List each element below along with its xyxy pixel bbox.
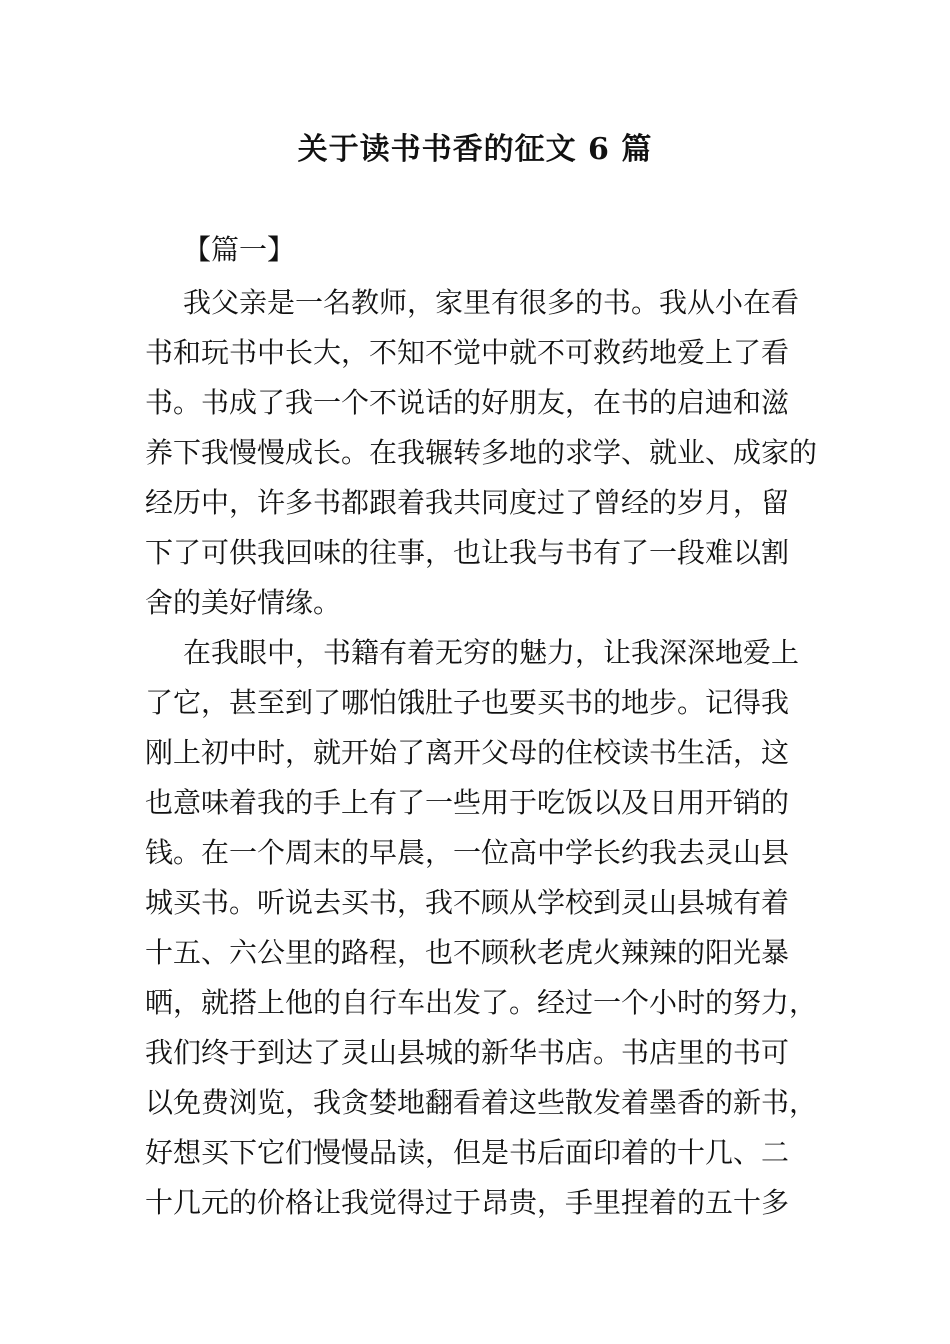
- text-line: 好想买下它们慢慢品读，但是书后面印着的十几、二: [145, 1136, 790, 1169]
- text-line: 城买书。听说去买书，我不顾从学校到灵山县城有着: [145, 886, 790, 919]
- text-line: 刚上初中时，就开始了离开父母的住校读书生活，这: [145, 736, 790, 769]
- text-line: 在我眼中，书籍有着无穷的魅力，让我深深地爱上: [183, 636, 800, 669]
- text-line: 以免费浏览，我贪婪地翻看着这些散发着墨香的新书，: [145, 1086, 818, 1119]
- text-line: 十五、六公里的路程，也不顾秋老虎火辣辣的阳光暴: [145, 936, 790, 969]
- text-line: 十几元的价格让我觉得过于昂贵，手里捏着的五十多: [145, 1186, 790, 1219]
- document-body: [145, 278, 825, 1228]
- text-line: 书和玩书中长大，不知不觉中就不可救药地爱上了看: [145, 336, 790, 369]
- text-line: 我们终于到达了灵山县城的新华书店。书店里的书可: [145, 1036, 790, 1069]
- text-line: 钱。在一个周末的早晨，一位高中学长约我去灵山县: [145, 836, 790, 869]
- text-line: 经历中，许多书都跟着我共同度过了曾经的岁月，留: [145, 486, 790, 519]
- text-line: 下了可供我回味的往事，也让我与书有了一段难以割: [145, 536, 790, 569]
- text-line: 我父亲是一名教师，家里有很多的书。我从小在看: [183, 286, 800, 319]
- text-line: 也意味着我的手上有了一些用于吃饭以及日用开销的: [145, 786, 790, 819]
- text-line: 了它，甚至到了哪怕饿肚子也要买书的地步。记得我: [145, 686, 790, 719]
- text-line: 养下我慢慢成长。在我辗转多地的求学、就业、成家的: [145, 436, 818, 469]
- document-title: 关于读书书香的征文 6 篇: [297, 132, 653, 167]
- text-line: 舍的美好情缘。: [145, 586, 342, 619]
- section-label: 【篇一】: [183, 233, 296, 266]
- text-line: 书。书成了我一个不说话的好朋友，在书的启迪和滋: [145, 386, 790, 419]
- text-line: 晒，就搭上他的自行车出发了。经过一个小时的努力，: [145, 986, 818, 1019]
